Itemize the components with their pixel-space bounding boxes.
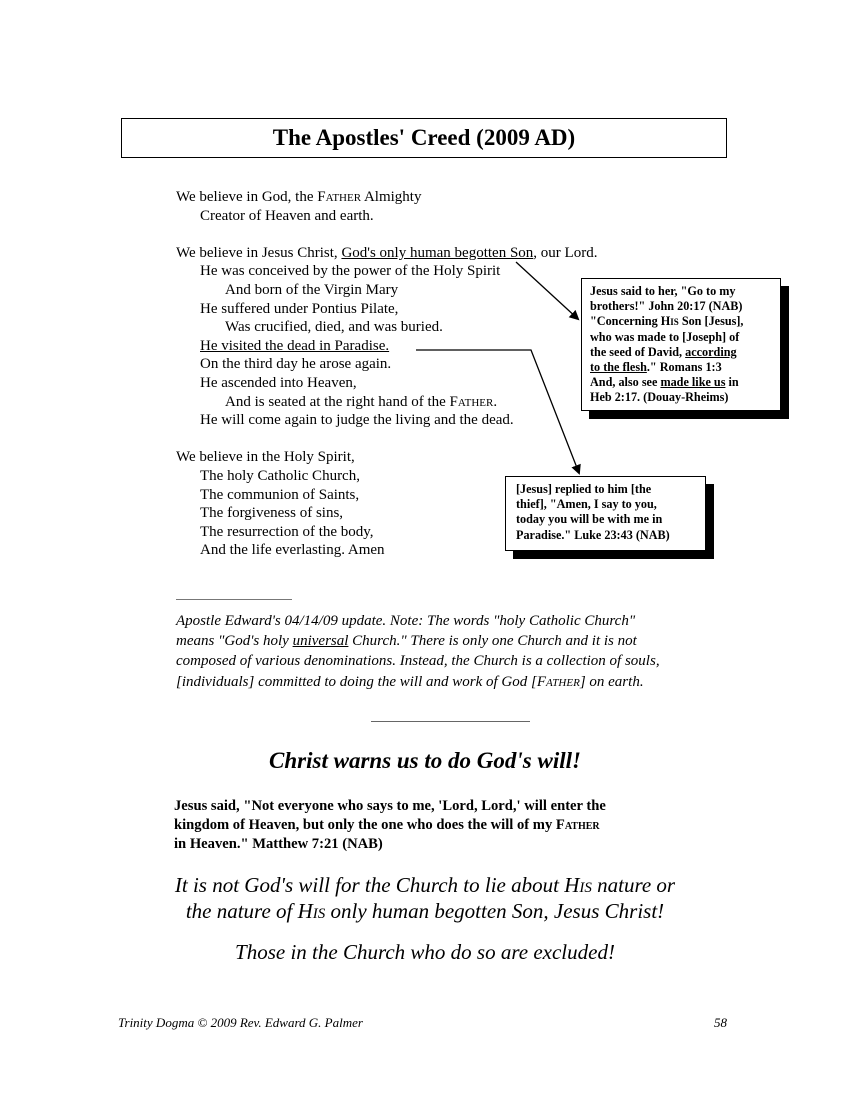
callout-span: And, also see (590, 375, 661, 390)
creed-line: He was conceived by the power of the Holy Spirit (200, 263, 501, 280)
callout-line (590, 375, 772, 390)
creed-line: He will come again to judge the living and the dead. (200, 412, 514, 429)
closing-span: the nature of (185, 899, 298, 923)
underlined-phrase: universal (292, 633, 349, 650)
creed-line: And born of the Virgin Mary (225, 281, 399, 298)
creed-line: He ascended into Heaven, (200, 374, 357, 391)
update-note (176, 611, 660, 692)
exclusion-statement: Those in the Church who do so are excluded! (235, 940, 615, 964)
callout-line (590, 314, 772, 329)
father-smallcaps: Father (317, 189, 362, 205)
callout-line: [Jesus] replied to him [the (516, 482, 652, 496)
creed-line: The holy Catholic Church, (200, 467, 360, 484)
callout-line: Jesus said to her, "Go to my (590, 284, 736, 298)
creed-line: The communion of Saints, (200, 486, 360, 503)
callout-line (590, 345, 772, 360)
creed-line: The resurrection of the body, (200, 523, 374, 540)
creed-line: The forgiveness of sins, (200, 505, 344, 522)
creed-line: Creator of Heaven and earth. (200, 207, 374, 224)
creed-line (176, 393, 597, 412)
scripture-quote (174, 797, 606, 854)
creed-line: We believe in the Holy Spirit, (176, 449, 355, 466)
creed-text-span: And is seated at the right hand of the (225, 393, 450, 410)
father-smallcaps: Father (449, 393, 494, 410)
callout-scripture-brothers (581, 278, 781, 411)
callout-line (590, 360, 772, 375)
callout-line: who was made to [Joseph] of (590, 329, 740, 344)
footnote-divider (176, 599, 292, 600)
note-line (176, 672, 660, 692)
closing-span: It is not God's will for the Church to lie about (174, 873, 565, 897)
creed-line (176, 244, 597, 263)
note-span: [individuals] committed to doing the will and work of God [ (176, 673, 537, 690)
note-line: composed of various denominations. Instead, the Church is a collection of souls, (176, 653, 660, 670)
his-smallcaps: His (660, 314, 679, 329)
callout-span: in (725, 375, 739, 390)
callout-span: the seed of David, (590, 344, 686, 359)
creed-text-span: We believe in God, the (176, 189, 318, 205)
callout-span: Son [Jesus], (678, 314, 744, 329)
his-smallcaps: His (297, 899, 326, 923)
callout-line: Paradise." Luke 23:43 (NAB) (516, 527, 670, 542)
quote-line: Jesus said, "Not everyone who says to me, 'Lord, Lord,' will enter the (174, 798, 606, 814)
callout-line: thief], "Amen, I say to you, (516, 497, 657, 512)
quote-line: in Heaven." Matthew 7:21 (NAB) (174, 836, 383, 852)
callout-line: today you will be with me in (516, 512, 663, 527)
note-line (176, 631, 660, 651)
title-box (121, 118, 727, 158)
creed-line: Was crucified, died, and was buried. (225, 319, 443, 336)
creed-line (176, 337, 597, 356)
his-smallcaps: His (564, 873, 592, 897)
closing-statement (0, 872, 850, 924)
callout-span: ." Romans 1:3 (646, 360, 722, 375)
father-smallcaps: Father (536, 673, 580, 690)
page-title: The Apostles' Creed (2009 AD) (272, 125, 576, 150)
section-heading: Christ warns us to do God's will! (269, 748, 581, 773)
creed-line: On the third day he arose again. (200, 356, 392, 373)
creed-text-span: We believe in Jesus Christ, (176, 244, 342, 261)
creed-text-span: Almighty (361, 189, 422, 205)
creed-line: He suffered under Pontius Pilate, (200, 300, 399, 317)
underlined-phrase: made like us (660, 375, 726, 390)
callout-line: brothers!" John 20:17 (NAB) (590, 299, 743, 314)
closing-line (0, 898, 850, 924)
note-span: means "God's holy (176, 633, 293, 650)
underlined-phrase: according (685, 344, 737, 359)
callout-scripture-paradise (505, 476, 706, 551)
creed-text-span: , our Lord. (533, 244, 598, 261)
quote-line (174, 816, 606, 835)
closing-span: nature or (591, 873, 676, 897)
underlined-phrase: He visited the dead in Paradise. (200, 337, 390, 354)
underlined-phrase: to the flesh (590, 360, 647, 375)
quote-span: kingdom of Heaven, but only the one who does the will of my (174, 817, 556, 833)
creed-line (176, 188, 597, 207)
closing-span: only human begotten Son, Jesus Christ! (325, 899, 665, 923)
underlined-phrase: God's only human begotten Son (341, 244, 534, 261)
footer-copyright: Trinity Dogma © 2009 Rev. Edward G. Palmer (118, 1015, 363, 1030)
note-span: ] on earth. (579, 673, 644, 690)
closing-line (0, 872, 850, 898)
creed-line: And the life everlasting. Amen (200, 542, 385, 559)
section-divider (371, 721, 530, 722)
page-number: 58 (714, 1015, 727, 1030)
callout-span: "Concerning (590, 314, 661, 329)
father-smallcaps: Father (555, 817, 600, 833)
note-span: Church." There is only one Church and it is not (348, 633, 637, 650)
creed-text-span: . (493, 393, 498, 410)
callout-line: Heb 2:17. (Douay-Rheims) (590, 390, 729, 405)
note-line: Apostle Edward's 04/14/09 update. Note: The words "holy Catholic Church" (176, 613, 636, 629)
